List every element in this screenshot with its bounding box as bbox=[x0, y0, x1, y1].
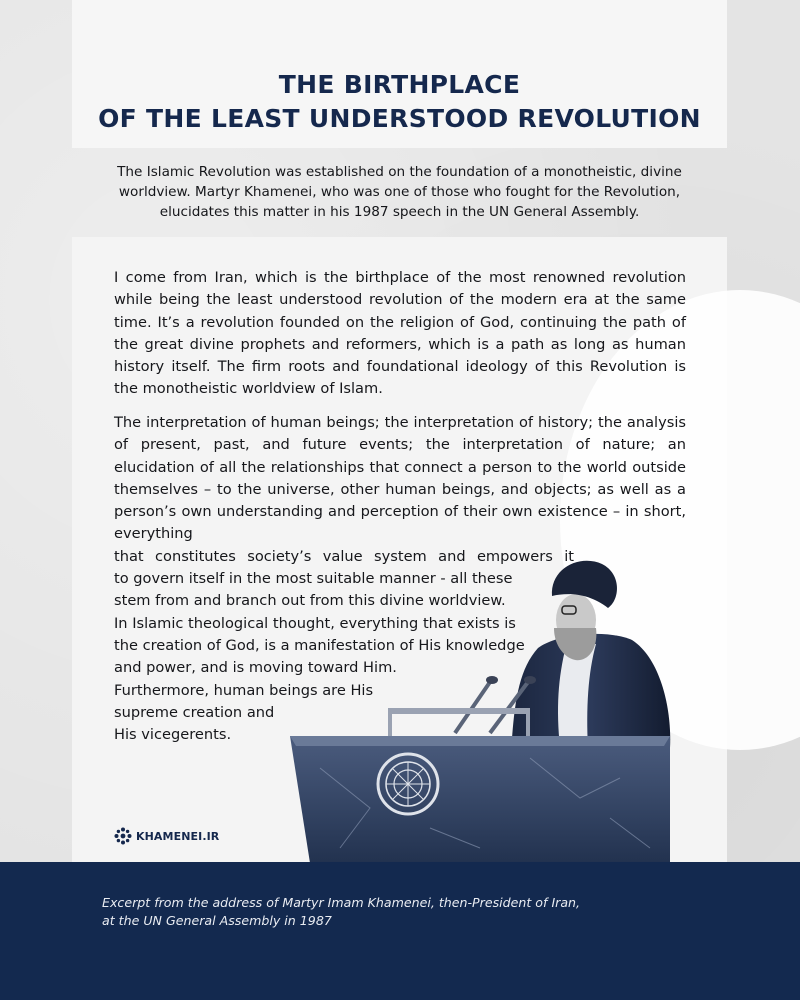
quote-line: that constitutes society’s value system and empowers it bbox=[114, 547, 574, 565]
lectern-rail-post-left bbox=[388, 714, 392, 738]
footer-line-2: at the UN General Assembly in 1987 bbox=[102, 913, 332, 928]
quote-paragraph-2-opening: The interpretation of human beings; the interpretation of history; the analysis of present, past, and future events; the interpretation of nature; an elucidation of all the relationships that connect a person to the world outside themselves – to the universe, other human beings, and objects; as well as a person’s own understanding and perception of their own existence – in short, everything bbox=[114, 414, 686, 543]
brand-logo-text: KHAMENEI.IR bbox=[136, 829, 220, 843]
footer-band bbox=[0, 862, 800, 1000]
lectern-rail bbox=[388, 708, 530, 714]
podium bbox=[290, 736, 670, 863]
title-line-2: OF THE LEAST UNDERSTOOD REVOLUTION bbox=[98, 104, 701, 133]
footer-line-1: Excerpt from the address of Martyr Imam Khamenei, then-President of Iran, bbox=[102, 895, 581, 910]
quote-line: and power, and is moving toward Him. bbox=[114, 659, 397, 677]
mic-head-left bbox=[486, 676, 498, 684]
intro-text bbox=[72, 162, 727, 222]
footer-caption bbox=[102, 894, 580, 930]
quote-line: His vicegerents. bbox=[114, 726, 232, 744]
quote-line: Furthermore, human beings are His bbox=[114, 681, 374, 699]
speaker-at-podium-image bbox=[280, 548, 680, 863]
mic-head-right bbox=[524, 676, 536, 684]
lectern-rail-post-right bbox=[526, 714, 530, 738]
title-line-1: THE BIRTHPLACE bbox=[278, 70, 521, 99]
podium-top-edge bbox=[290, 736, 670, 746]
quote-line: to govern itself in the most suitable manner - all these bbox=[114, 570, 513, 588]
intro-line-1: The Islamic Revolution was established on the foundation of a monotheistic, divine bbox=[117, 164, 682, 180]
intro-line-3: elucidates this matter in his 1987 speech in the UN General Assembly. bbox=[159, 204, 640, 220]
microphone-left bbox=[455, 682, 490, 733]
brand-logo bbox=[113, 826, 219, 846]
quote-line: In Islamic theological thought, everything that exists is bbox=[114, 614, 516, 632]
quote-line: stem from and branch out from this divine worldview. bbox=[114, 592, 506, 610]
intro-line-2: worldview. Martyr Khamenei, who was one of those who fought for the Revolution, bbox=[118, 184, 681, 200]
quote-line: the creation of God, is a manifestation of His knowledge bbox=[114, 636, 525, 654]
quote-paragraph-1: I come from Iran, which is the birthplace of the most renowned revolution while being the least understood revolution of the modern era at the same time. It’s a revolution founded on the religion of God, continuing the path of the great divine prophets and reformers, which is a path as long as human history itself. The firm roots and foundational ideology of this Revolution is the monotheistic worldview of Islam. bbox=[114, 269, 686, 398]
page-title bbox=[72, 68, 727, 136]
un-emblem-icon bbox=[378, 754, 438, 814]
flower-emblem-icon bbox=[113, 826, 133, 846]
quote-line: supreme creation and bbox=[114, 703, 275, 721]
